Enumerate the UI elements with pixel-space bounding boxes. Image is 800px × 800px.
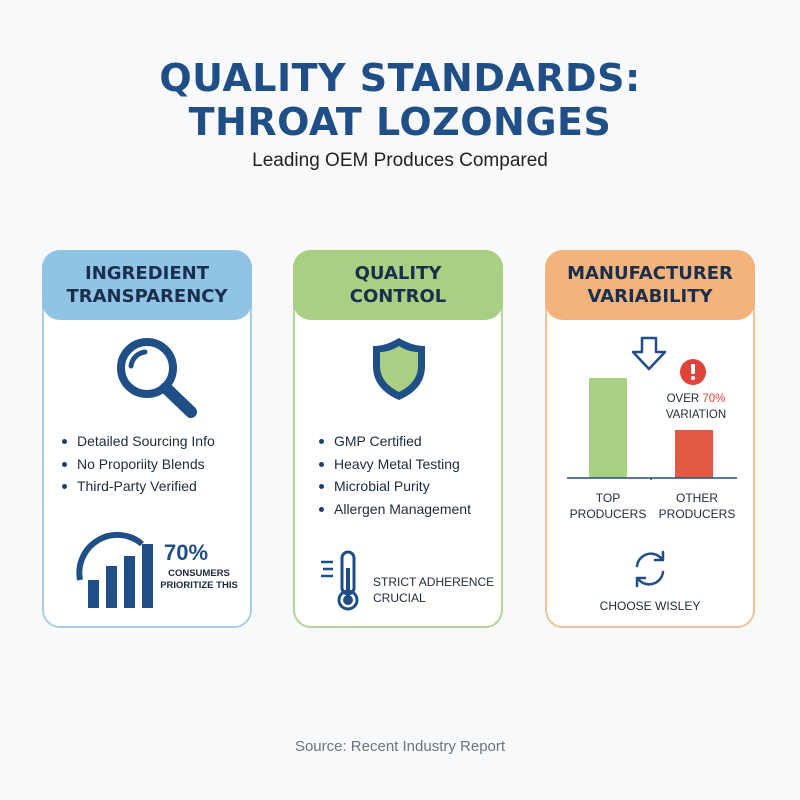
list-item: Heavy Metal Testing [319, 453, 471, 476]
page-subtitle: Leading OEM Produces Compared [252, 150, 548, 171]
caption-line-1: STRICT ADHERENCE [373, 575, 495, 589]
cycle-arrows-icon [629, 548, 671, 590]
card-title-line-1: INGREDIENT [85, 263, 209, 284]
card-ingredient-transparency [42, 250, 252, 628]
bullet-list [319, 430, 471, 520]
source-note: Source: Recent Industry Report [294, 738, 506, 755]
stat-caption [154, 568, 244, 592]
bar-top-producers [589, 378, 627, 478]
card-quality-control [293, 250, 503, 628]
card-title-line-2: TRANSPARENCY [66, 286, 228, 307]
card-title-line-2: VARIABILITY [587, 286, 713, 307]
card-title-line-1: MANUFACTURER [567, 263, 733, 284]
card-title-line-1: QUALITY [354, 263, 442, 284]
bar-chart-gauge-icon [72, 530, 164, 614]
title-line-1: QUALITY STANDARDS: [159, 56, 641, 100]
bar-label-line-2: PRODUCERS [569, 507, 647, 521]
list-item: No Proporiity Blends [62, 453, 215, 476]
variation-value: 70% [702, 393, 726, 405]
list-item: GMP Certified [319, 430, 471, 453]
list-item: Allergen Management [319, 498, 471, 521]
bar-label-line-1: OTHER [676, 491, 718, 505]
card-manufacturer-variability [545, 250, 755, 628]
list-item: Microbial Purity [319, 475, 471, 498]
bar-other-producers [675, 430, 713, 478]
caption: CHOOSE WISLEY [599, 599, 701, 613]
stat-value: 70% [164, 540, 209, 565]
magnifying-glass-icon [111, 332, 203, 422]
stat-caption-line-2: PRIORITIZE THIS [160, 580, 238, 591]
shield-icon [369, 334, 429, 404]
card-header [545, 250, 755, 320]
list-item: Detailed Sourcing Info [62, 430, 215, 453]
card-header [293, 250, 503, 320]
bar-label-top-producers [563, 490, 653, 522]
card-header [42, 250, 252, 320]
comparison-bar-chart [565, 370, 739, 480]
variation-prefix: OVER [666, 393, 703, 405]
bar-label-line-1: TOP [595, 491, 621, 505]
down-arrow-icon [629, 336, 669, 372]
variation-line-2: VARIATION [665, 409, 727, 421]
page-title [0, 56, 800, 144]
bullet-list [62, 430, 215, 498]
caption-line-2: CRUCIAL [373, 591, 426, 605]
caption [373, 574, 494, 606]
bar-label-line-2: PRODUCERS [658, 507, 736, 521]
card-title-line-2: CONTROL [349, 286, 447, 307]
bar-label-other-producers [651, 490, 743, 522]
thermometer-icon [319, 548, 369, 612]
stat-caption-line-1: CONSUMERS [168, 568, 230, 579]
list-item: Third-Party Verified [62, 475, 215, 498]
title-line-2: THROAT LOZONGES [188, 100, 612, 144]
